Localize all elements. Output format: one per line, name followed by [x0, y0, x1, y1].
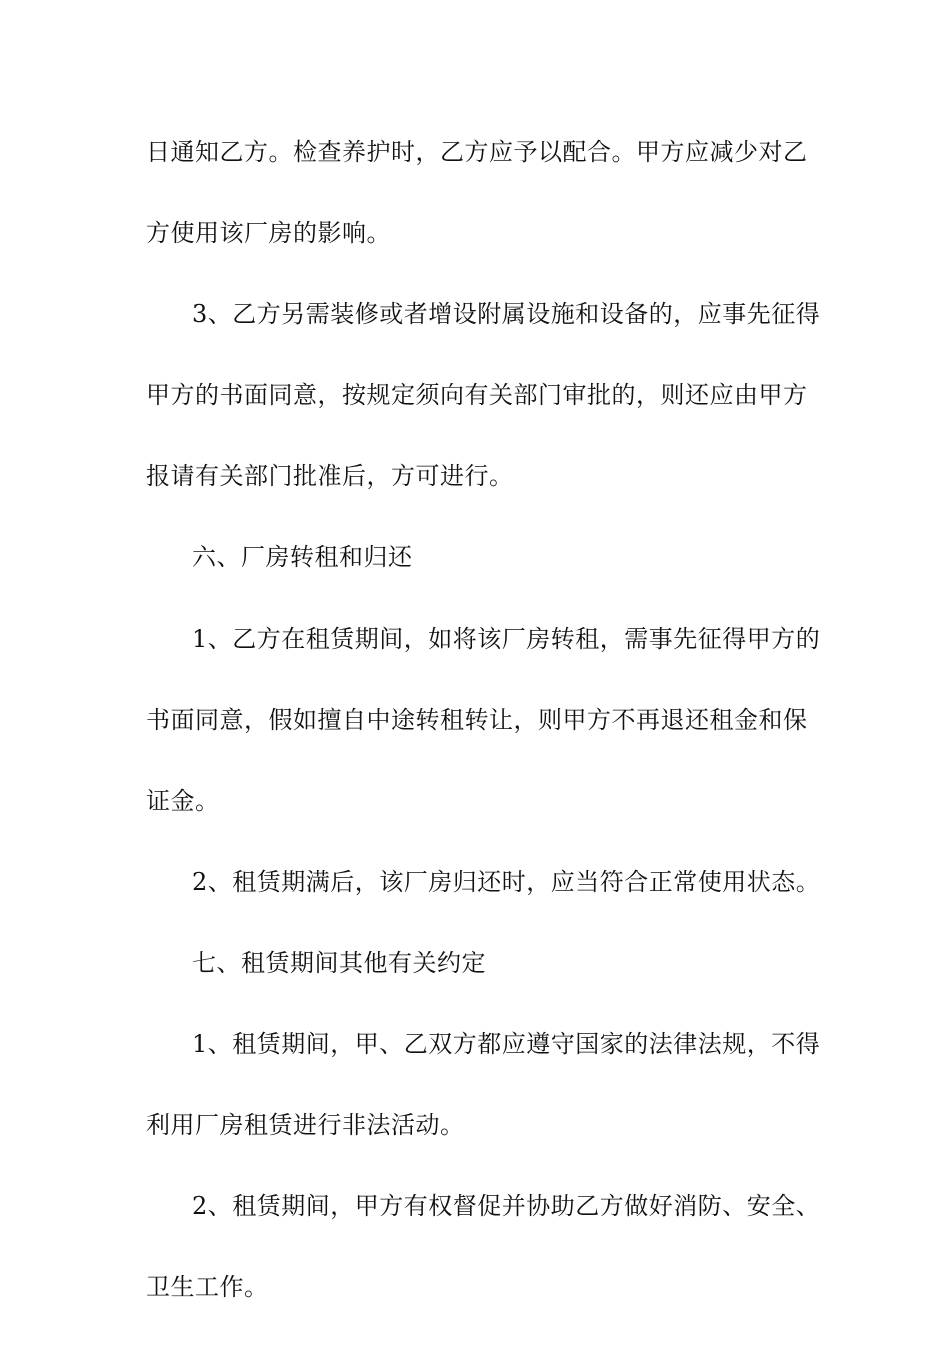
- text-line: 证金。: [146, 786, 220, 815]
- text-line: 方使用该厂房的影响。: [146, 219, 391, 248]
- paragraph-item-1: 1、乙方在租赁期间，如将该厂房转租，需事先征得甲方的: [192, 624, 821, 653]
- paragraph-item-3: 3、乙方另需装修或者增设附属设施和设备的，应事先征得: [192, 300, 821, 329]
- text-line: 书面同意，假如擅自中途转租转让，则甲方不再退还租金和保: [146, 705, 808, 734]
- paragraph-item-2: 2、租赁期间，甲方有权督促并协助乙方做好消防、安全、: [192, 1192, 821, 1221]
- document-body: [146, 130, 821, 1346]
- text-line: 卫生工作。: [146, 1273, 269, 1302]
- text-line: 报请有关部门批准后，方可进行。: [146, 462, 514, 491]
- section-heading-6: 六、厂房转租和归还: [192, 543, 413, 572]
- text-line: 利用厂房租赁进行非法活动。: [146, 1111, 465, 1140]
- section-heading-7: 七、租赁期间其他有关约定: [192, 948, 486, 977]
- paragraph-item-1: 1、租赁期间，甲、乙双方都应遵守国家的法律法规，不得: [192, 1030, 821, 1059]
- text-line: 甲方的书面同意，按规定须向有关部门审批的，则还应由甲方: [146, 381, 808, 410]
- paragraph-item-2: 2、租赁期满后，该厂房归还时，应当符合正常使用状态。: [192, 867, 821, 896]
- text-line: 日通知乙方。检查养护时，乙方应予以配合。甲方应减少对乙: [146, 138, 808, 166]
